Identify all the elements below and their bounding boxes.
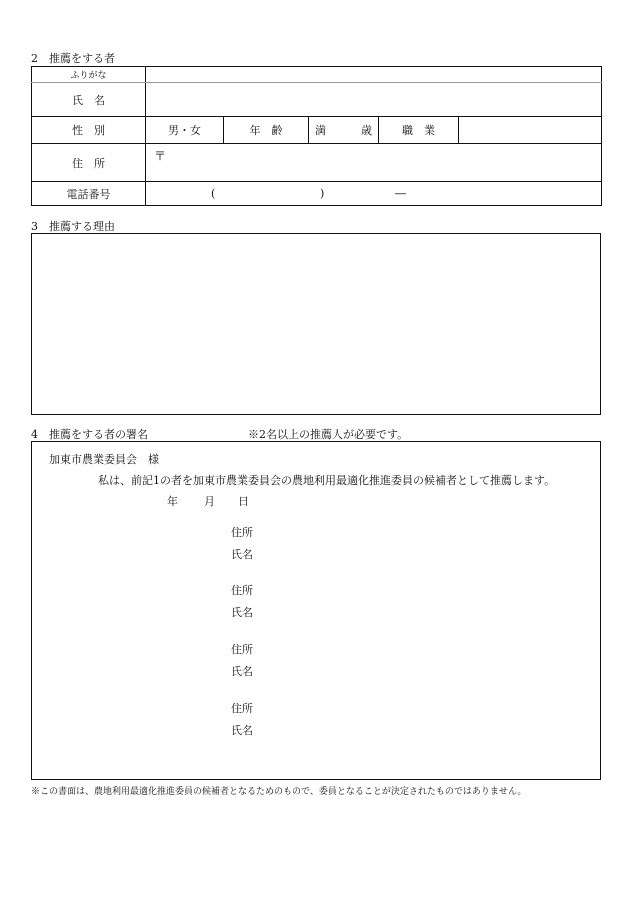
signer2-name-label: 氏名 [231, 606, 253, 619]
section4-note: ※2名以上の推薦人が必要です。 [248, 428, 409, 441]
furigana-label: ふりがな [32, 67, 146, 83]
phone-label: 電話番号 [32, 182, 146, 206]
date-day: 日 [238, 495, 249, 508]
phone-field[interactable] [146, 182, 602, 206]
occupation-field[interactable] [459, 117, 602, 144]
phone-open-paren: ( [211, 187, 216, 201]
signer3-name-label: 氏名 [231, 665, 253, 678]
addressee: 加東市農業委員会 様 [49, 453, 159, 466]
section3-heading: 3 推薦する理由 [31, 220, 115, 233]
signer4-name-label: 氏名 [231, 724, 253, 737]
signer3-address-label: 住所 [231, 643, 253, 656]
age-prefix: 満 [315, 124, 326, 138]
date-year: 年 [167, 495, 178, 508]
sex-options[interactable]: 男・女 [146, 117, 224, 144]
name-label: 氏 名 [32, 83, 146, 117]
date-month: 月 [204, 495, 215, 508]
address-field[interactable] [146, 144, 602, 182]
statement: 私は、前記1の者を加東市農業委員会の農地利用最適化推進委員の候補者として推薦します。 [98, 474, 556, 487]
signature-box [31, 441, 601, 780]
age-label: 年 齢 [224, 117, 309, 144]
address-label: 住 所 [32, 144, 146, 182]
signer1-name-label: 氏名 [231, 548, 253, 561]
phone-dash: ― [395, 187, 406, 201]
nominator-table [31, 66, 602, 206]
section4-heading: 4 推薦をする者の署名 [31, 428, 148, 441]
reason-field[interactable] [31, 233, 601, 415]
signer4-address-label: 住所 [231, 702, 253, 715]
name-field[interactable] [146, 83, 602, 117]
signer1-address-label: 住所 [231, 526, 253, 539]
phone-close-paren: ) [320, 187, 325, 201]
section2-heading: 2 推薦をする者 [31, 52, 115, 65]
postal-mark: 〒 [154, 149, 167, 164]
age-unit: 歳 [361, 124, 372, 138]
occupation-label: 職 業 [379, 117, 459, 144]
footnote: ※この書面は、農地利用最適化推進委員の候補者となるためのもので、委員となることが決定されたものではありません。 [31, 787, 527, 797]
sex-label: 性 別 [32, 117, 146, 144]
furigana-field[interactable] [146, 67, 602, 83]
signer2-address-label: 住所 [231, 584, 253, 597]
age-field[interactable] [309, 117, 379, 144]
